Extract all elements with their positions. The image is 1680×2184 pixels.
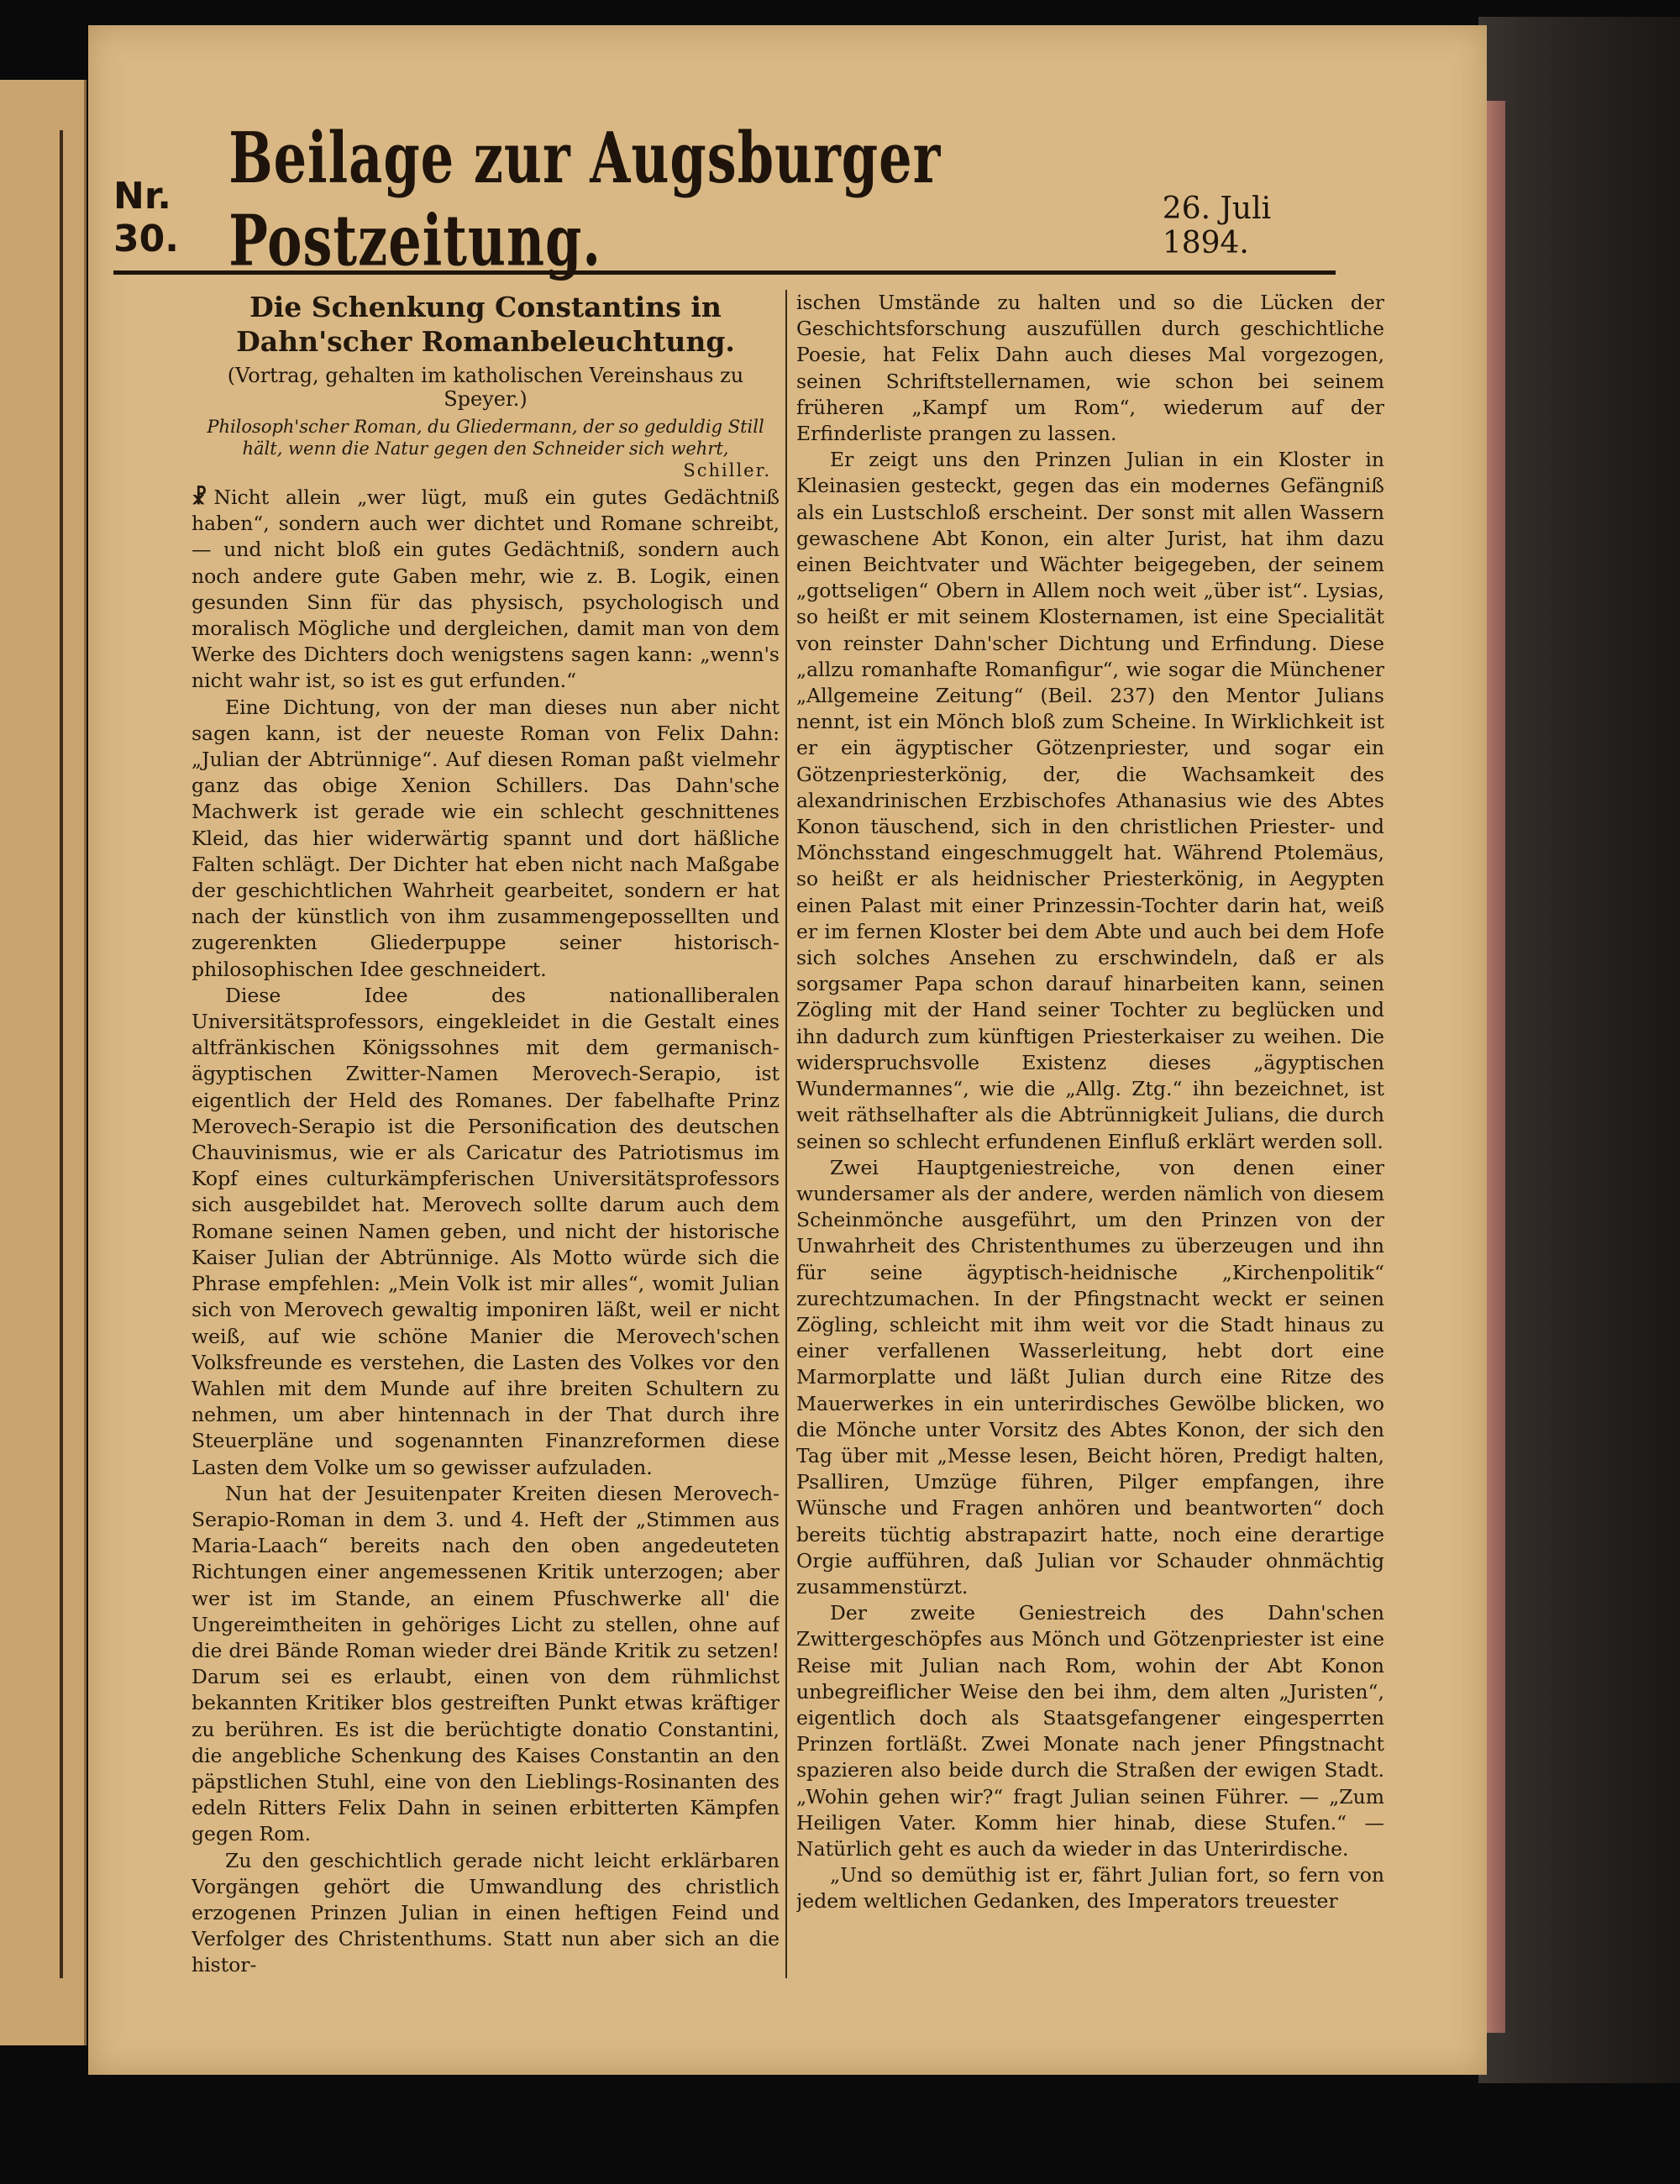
- column-right: [796, 290, 1384, 1987]
- masthead: [113, 116, 1336, 282]
- motto: Philosoph'scher Roman, du Gliedermann, der so geduldig Still hält, wenn die Natur gegen den Schneider sich wehrt,: [207, 417, 764, 459]
- column-left: [192, 290, 780, 1987]
- paragraph: „Und so demüthig ist er, fährt Julian fort, so fern von jedem weltlichen Gedanken, des Imperators treuester: [796, 1863, 1384, 1914]
- article-title: Die Schenkung Constantins in Dahn'scher Romanbeleuchtung.: [236, 291, 735, 358]
- paragraph: Er zeigt uns den Prinzen Julian in ein Kloster in Kleinasien gesteckt, gegen das ein modernes Gefängniß als ein Lustschloß erscheint. Der sonst mit allen Wassern gewaschene Abt Konon, ein alter Jurist, hat ihm dazu einen Beichtvater und Wächter beigegeben, der seinem „gottseligen“ Obern in Allem noch weit „über ist“. Lysias, so heißt er mit seinem Klosternamen, ist eine Specialität von reinster Dahn'scher Dichtung und Erfindung. Diese „allzu romanhafte Romanfigur“, wie sogar die Münchener „Allgemeine Zeitung“ (Beil. 237) den Mentor Julians nennt, ist ein Mönch bloß zum Scheine. In Wirklichkeit ist er ein ägyptischer Götzenpriester, und sogar ein Götzenpriesterkönig, der, die Wachsamkeit des alexandrinischen Erzbischofes Athanasius wie des Abtes Konon täuschend, sich in den christlichen Priester- und Mönchsstand eingeschmuggelt hat. Während Ptolemäus, so heißt er als heidnischer Priesterkönig, in Aegypten einen Palast mit einer Prinzessin-Tochter darin hat, weiß er im fernen Kloster bei dem Abte und auch bei dem Hofe sich solches Ansehen zu erschwindeln, daß er als sorgsamer Papa schon darauf hinarbeiten kann, seinen Zögling mit der Hand seiner Tochter zu beglücken und ihn dadurch zum künftigen Priesterkaiser zu weihen. Die widerspruchsvolle Existenz dieses „ägyptischen Wundermannes“, wie die „Allg. Ztg.“ ihn bezeichnet, ist weit räthselhafter als die Abtrünnigkeit Julians, die durch seinen so schlecht erfundenen Einfluß erklärt werden soll.: [796, 448, 1384, 1153]
- left-page-rule: [60, 130, 63, 1978]
- paragraph: ☧ Nicht allein „wer lügt, muß ein gutes Gedächtniß haben“, sondern auch wer dichtet und Romane schreibt, — und nicht bloß ein gutes Gedächtniß, sondern auch noch andere gute Gaben mehr, wie z. B. Logik, einen gesunden Sinn für das physisch, psychologisch und moralisch Mögliche und dergleichen, damit man von dem Werke des Dichters doch wenigstens sagen kann: „wenn's nicht wahr ist, so ist es gut erfunden.“: [192, 486, 780, 693]
- paragraph: Der zweite Geniestreich des Dahn'schen Zwittergeschöpfes aus Mönch und Götzenpriester ist eine Reise mit Julian nach Rom, wohin der Abt Konon unbegreiflicher Weise den bei ihm, dem alten „Juristen“, eigentlich doch als Staatsgefangener eingesperrten Prinzen fortläßt. Zwei Monate nach jener Pfingstnacht spazieren also beide durch die Straßen der ewigen Stadt. „Wohin gehen wir?“ fragt Julian seinen Führer. — „Zum Heiligen Vater. Komm hier hinab, diese Stufen.“ — Natürlich geht es auch da wieder in das Unterirdische.: [796, 1601, 1384, 1861]
- paragraph: Diese Idee des nationalliberalen Universitätsprofessors, eingekleidet in die Gestalt eines altfränkischen Königssohnes mit dem germanisch-ägyptischen Zwitter-Namen Merovech-Serapio, ist eigentlich der Held des Romanes. Der fabelhafte Prinz Merovech-Serapio ist die Personification des deutschen Chauvinismus, wie er als Caricatur des Patriotismus im Kopf eines culturkämpferischen Universitätsprofessors sich ausgebildet hat. Merovech sollte darum auch dem Romane seinen Namen geben, und nicht der historische Kaiser Julian der Abtrünnige. Als Motto würde sich die Phrase empfehlen: „Mein Volk ist mir alles“, womit Julian sich von Merovech gewaltig imponiren läßt, weil er nicht weiß, auf wie schöne Manier die Merovech'schen Volksfreunde es verstehen, die Lasten des Volkes vor den Wahlen mit dem Munde auf ihre breiten Schultern zu nehmen, um aber hintennach in der That durch ihre Steuerpläne und sogenannten Finanzreformen diese Lasten dem Volke um so gewisser aufzuladen.: [192, 983, 780, 1479]
- paragraph: Nun hat der Jesuitenpater Kreiten diesen Merovech-Serapio-Roman in dem 3. und 4. Heft der „Stimmen aus Maria-Laach“ bereits nach den oben angedeuteten Richtungen einer angemessenen Kritik unterzogen; aber wer ist im Stande, an einem Pfuschwerke all' die Ungereimtheiten in gehöriges Licht zu stellen, ohne auf die drei Bände Roman wieder drei Bände Kritik zu setzen! Darum sei es erlaubt, einen von dem rühmlichst bekannten Kritiker blos gestreiften Punkt etwas kräftiger zu berühren. Es ist die berüchtigte donatio Constantini, die angebliche Schenkung des Kaises Constantin an den päpstlichen Stuhl, eine von den Lieblings-Rosinanten des edeln Ritters Felix Dahn in seinen erbitterten Kämpfen gegen Rom.: [192, 1481, 780, 1846]
- paragraph: Zu den geschichtlich gerade nicht leicht erklärbaren Vorgängen gehört die Umwandlung des christlich erzogenen Prinzen Julian in einen heftigen Feind und Verfolger des Christenthums. Statt nun aber sich an die histor-: [192, 1848, 780, 1977]
- drop-mark: ☧: [192, 486, 207, 509]
- motto-author: Schiller.: [683, 460, 771, 480]
- issue-number: Nr. 30.: [113, 175, 179, 260]
- book-binding: [1478, 17, 1680, 2083]
- issue-date: 26. Juli 1894.: [1162, 192, 1272, 260]
- paragraph: Zwei Hauptgeniestreiche, von denen einer wundersamer als der andere, werden nämlich von diesem Scheinmönche ausgeführt, um den Prinzen von der Unwahrheit des Christenthumes zu überzeugen und ihn für seine ägyptisch-heidnische „Kirchenpolitik“ zurechtzumachen. In der Pfingstnacht weckt er seinen Zögling, schleicht mit ihm weit vor die Stadt hinaus zu einer verfallenen Wasserleitung, hebt dort eine Marmorplatte und läßt Julian durch eine Ritze des Mauerwerkes in ein unterirdisches Gewölbe blicken, wo die Mönche unter Vorsitz des Abtes Konon, der sich den Tag über mit „Messe lesen, Beicht hören, Predigt halten, Psalliren, Umzüge führen, Pilger empfangen, ihre Wünsche und Fragen anhören und beantworten“ doch bereits tüchtig abstrapazirt hatte, noch eine derartige Orgie aufführen, daß Julian vor Schauder ohnmächtig zusammenstürzt.: [796, 1155, 1384, 1599]
- article-subtitle: (Vortrag, gehalten im katholischen Vereinshaus zu Speyer.): [227, 364, 744, 411]
- newspaper-title: Beilage zur Augsburger Postzeitung.: [228, 116, 942, 282]
- left-page-edge: [0, 80, 87, 2045]
- paragraph: ischen Umstände zu halten und so die Lücken der Geschichtsforschung auszufüllen durch geschichtliche Poesie, hat Felix Dahn auch dieses Mal vorgezogen, seinen Schriftstellernamen, wie schon bei seinem früheren „Kampf um Rom“, wiederum auf der Erfinderliste prangen zu lassen.: [796, 291, 1384, 446]
- column-divider: [785, 290, 787, 1978]
- paragraph: Eine Dichtung, von der man dieses nun aber nicht sagen kann, ist der neueste Roman von Felix Dahn: „Julian der Abtrünnige“. Auf diesen Roman paßt vielmehr ganz das obige Xenion Schillers. Das Dahn'sche Machwerk ist gerade wie ein schlecht geschnittenes Kleid, das hier widerwärtig spannt und dort häßliche Falten schlägt. Der Dichter hat eben nicht nach Maßgabe der geschichtlichen Wahrheit gearbeitet, sondern er hat nach der künstlich von ihm zusammengepossellten und zugerenkten Gliederpuppe seiner historisch-philosophischen Idee geschneidert.: [192, 695, 780, 981]
